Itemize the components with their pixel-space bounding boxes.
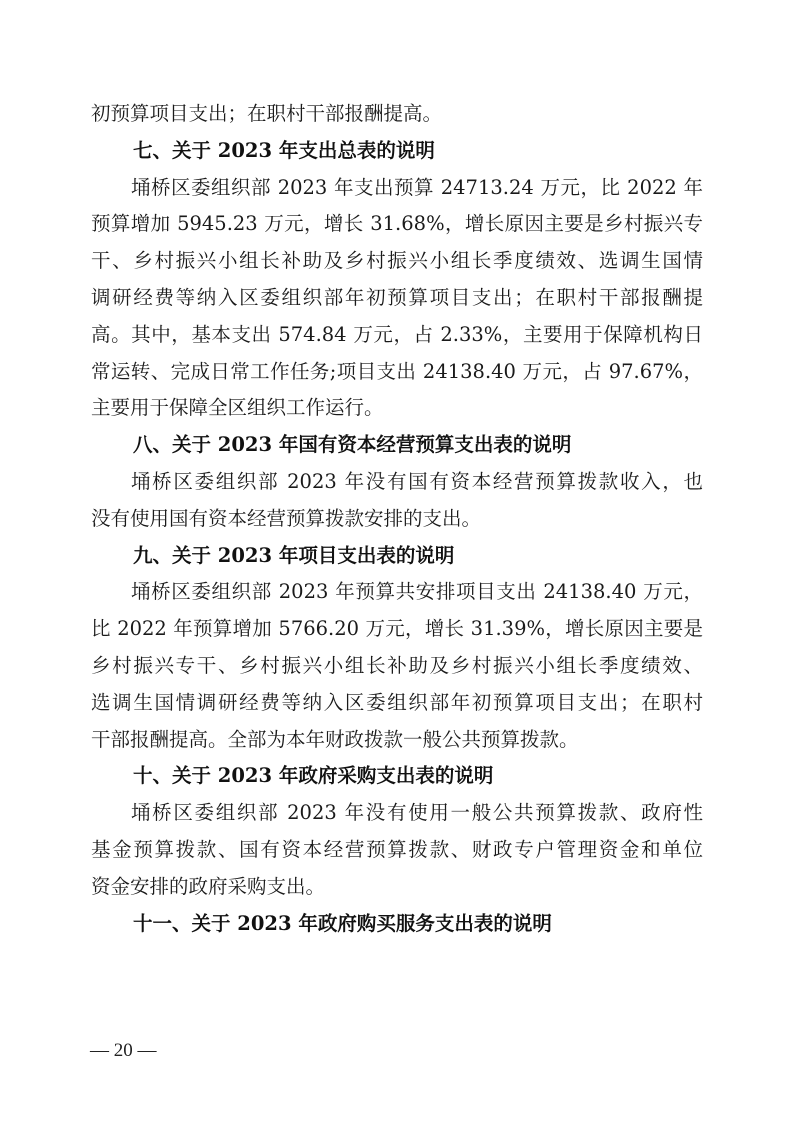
page-number: — 20 — [90, 1040, 157, 1061]
line-s2-0: 埇桥区委组织部 2023 年没有国有资本经营预算拨款收入，也 [131, 469, 703, 493]
line-s0-0: 初预算项目支出；在职村干部报酬提高。 [91, 102, 443, 125]
line-s1-6: 主要用于保障全区组织工作运行。 [91, 396, 384, 420]
line-s3-4: 干部报酬提高。全部为本年财政拨款一般公共预算拨款。 [91, 727, 579, 751]
heading-section-7: 七、关于 2023 年支出总表的说明 [133, 138, 435, 162]
line-s1-4: 高。其中，基本支出 574.84 万元，占 2.33%，主要用于保障机构日 [91, 322, 703, 346]
line-s4-0: 埇桥区委组织部 2023 年没有使用一般公共预算拨款、政府性 [131, 801, 703, 825]
line-s1-3: 调研经费等纳入区委组织部年初预算项目支出；在职村干部报酬提 [91, 285, 703, 309]
line-s4-1: 基金预算拨款、国有资本经营预算拨款、财政专户管理资金和单位 [91, 837, 703, 861]
line-s1-0: 埇桥区委组织部 2023 年支出预算 24713.24 万元，比 2022 年 [131, 175, 703, 199]
line-s3-2: 乡村振兴专干、乡村振兴小组长补助及乡村振兴小组长季度绩效、 [91, 653, 703, 677]
line-s1-1: 预算增加 5945.23 万元，增长 31.68%，增长原因主要是乡村振兴专 [91, 212, 703, 236]
line-s3-1: 比 2022 年预算增加 5766.20 万元，增长 31.39%，增长原因主要是 [91, 617, 703, 641]
line-s1-2: 干、乡村振兴小组长补助及乡村振兴小组长季度绩效、选调生国情 [91, 249, 703, 273]
heading-section-8: 八、关于 2023 年国有资本经营预算支出表的说明 [133, 433, 572, 457]
line-s3-3: 选调生国情调研经费等纳入区委组织部年初预算项目支出；在职村 [91, 690, 703, 714]
line-s4-2: 资金安排的政府采购支出。 [91, 874, 326, 898]
line-s3-0: 埇桥区委组织部 2023 年预算共安排项目支出 24138.40 万元， [131, 580, 703, 604]
line-s1-5: 常运转、完成日常工作任务;项目支出 24138.40 万元，占 97.67%， [91, 359, 703, 383]
heading-section-10: 十、关于 2023 年政府采购支出表的说明 [133, 764, 494, 788]
heading-section-9: 九、关于 2023 年项目支出表的说明 [133, 543, 455, 567]
heading-section-11: 十一、关于 2023 年政府购买服务支出表的说明 [133, 911, 552, 935]
line-s2-1: 没有使用国有资本经营预算拨款安排的支出。 [91, 506, 482, 530]
